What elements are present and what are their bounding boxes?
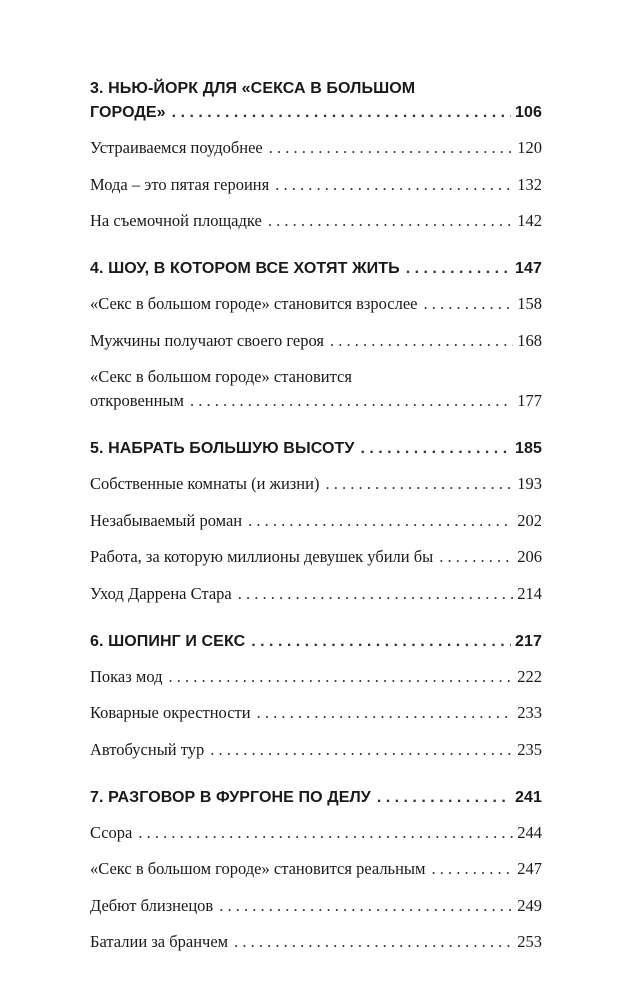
dot-leader — [275, 174, 513, 196]
toc-section-entry[interactable] — [90, 330, 542, 352]
dot-leader — [257, 702, 514, 724]
toc-chapter-entry[interactable] — [90, 438, 542, 460]
section-title: откровенным — [90, 391, 184, 410]
section-title: Автобусный тур — [90, 739, 205, 759]
dot-leader — [360, 438, 511, 460]
toc-section-entry[interactable] — [90, 895, 542, 917]
toc-section-entry[interactable] — [90, 858, 542, 880]
section-page-number: 120 — [517, 138, 542, 157]
toc-section-entry[interactable] — [90, 390, 542, 412]
dot-leader — [219, 895, 513, 917]
section-title: «Секс в большом городе» становится реальным — [90, 859, 426, 878]
dot-leader — [169, 666, 514, 688]
section-page-number: 249 — [517, 895, 542, 915]
dot-leader — [210, 739, 513, 761]
section-title: Показ мод — [90, 666, 163, 686]
section-page-number: 214 — [517, 583, 542, 603]
dot-leader — [268, 210, 513, 232]
section-page-number: 168 — [517, 330, 542, 350]
toc-chapter-7 — [90, 787, 542, 954]
dot-leader — [248, 510, 513, 532]
dot-leader — [234, 931, 513, 953]
toc-chapter-entry[interactable] — [90, 258, 542, 280]
section-title: На съемочной площадке — [90, 211, 262, 230]
section-title: Работа, за которую миллионы девушек убили бы — [90, 547, 434, 566]
toc-section-entry[interactable] — [90, 210, 542, 232]
chapter-title: 6. ШОПИНГ И СЕКС — [90, 632, 246, 650]
section-page-number: 222 — [517, 666, 542, 686]
toc-section-entry[interactable] — [90, 293, 542, 315]
dot-leader — [269, 137, 514, 159]
section-page-number: 158 — [517, 294, 542, 313]
section-page-number: 206 — [517, 547, 542, 566]
section-title-line: «Секс в большом городе» становится — [90, 367, 352, 386]
toc-section-entry[interactable] — [90, 174, 542, 196]
table-of-contents — [90, 78, 542, 979]
toc-chapter-4 — [90, 258, 542, 412]
toc-section-entry[interactable] — [90, 822, 542, 844]
toc-section-entry[interactable] — [90, 931, 542, 953]
section-title: Собственные комнаты (и жизни) — [90, 474, 320, 493]
section-title: Уход Даррена Стара — [90, 583, 232, 603]
toc-section-entry[interactable] — [90, 739, 542, 761]
chapter-page-number: 106 — [515, 104, 542, 121]
section-page-number: 177 — [517, 391, 542, 410]
section-page-number: 233 — [517, 703, 542, 722]
dot-leader — [238, 583, 514, 605]
dot-leader — [251, 631, 511, 653]
chapter-page-number: 147 — [515, 260, 542, 277]
chapter-title: 5. НАБРАТЬ БОЛЬШУЮ ВЫСОТУ — [90, 440, 355, 457]
toc-section-entry[interactable] — [90, 510, 542, 532]
dot-leader — [424, 293, 514, 315]
section-title: «Секс в большом городе» становится взрослее — [90, 294, 418, 313]
dot-leader — [377, 787, 511, 809]
section-page-number: 253 — [517, 932, 542, 951]
section-page-number: 193 — [517, 474, 542, 493]
section-page-number: 247 — [517, 859, 542, 878]
section-title: Коварные окрестности — [90, 703, 251, 722]
dot-leader — [439, 546, 513, 568]
toc-chapter-entry[interactable] — [90, 102, 542, 124]
toc-chapter-3 — [90, 78, 542, 232]
toc-chapter-entry[interactable] — [90, 787, 542, 809]
section-page-number: 142 — [517, 211, 542, 230]
section-title: Ссора — [90, 822, 133, 842]
section-title: Мужчины получают своего героя — [90, 330, 325, 350]
toc-section-entry[interactable] — [90, 666, 542, 688]
section-title: Устраиваемся поудобнее — [90, 138, 263, 157]
dot-leader — [431, 858, 513, 880]
dot-leader — [325, 473, 513, 495]
toc-chapter-entry[interactable] — [90, 631, 542, 653]
section-page-number: 132 — [517, 174, 542, 194]
dot-leader — [138, 822, 513, 844]
section-title: Дебют близнецов — [90, 895, 214, 915]
section-title: Баталии за бранчем — [90, 932, 229, 951]
section-page-number: 235 — [517, 739, 542, 759]
chapter-title: 4. ШОУ, В КОТОРОМ ВСЕ ХОТЯТ ЖИТЬ — [90, 260, 400, 277]
dot-leader — [190, 390, 513, 412]
dot-leader — [330, 330, 513, 352]
toc-section-entry[interactable] — [90, 702, 542, 724]
section-title: Мода – это пятая героиня — [90, 174, 270, 194]
chapter-page-number: 217 — [515, 632, 542, 650]
section-page-number: 244 — [517, 822, 542, 842]
dot-leader — [172, 102, 511, 124]
toc-section-entry[interactable] — [90, 546, 542, 568]
chapter-title: ГОРОДЕ» — [90, 104, 166, 121]
section-page-number: 202 — [517, 510, 542, 530]
toc-chapter-5 — [90, 438, 542, 605]
toc-section-entry[interactable] — [90, 583, 542, 605]
chapter-page-number: 185 — [515, 440, 542, 457]
toc-section-entry[interactable] — [90, 137, 542, 159]
toc-chapter-6 — [90, 631, 542, 761]
dot-leader — [406, 258, 511, 280]
section-title: Незабываемый роман — [90, 510, 243, 530]
chapter-page-number: 241 — [515, 788, 542, 806]
chapter-title-line: 3. НЬЮ-ЙОРК ДЛЯ «СЕКСА В БОЛЬШОМ — [90, 80, 416, 97]
toc-section-entry[interactable] — [90, 473, 542, 495]
chapter-title: 7. РАЗГОВОР В ФУРГОНЕ ПО ДЕЛУ — [90, 788, 371, 806]
